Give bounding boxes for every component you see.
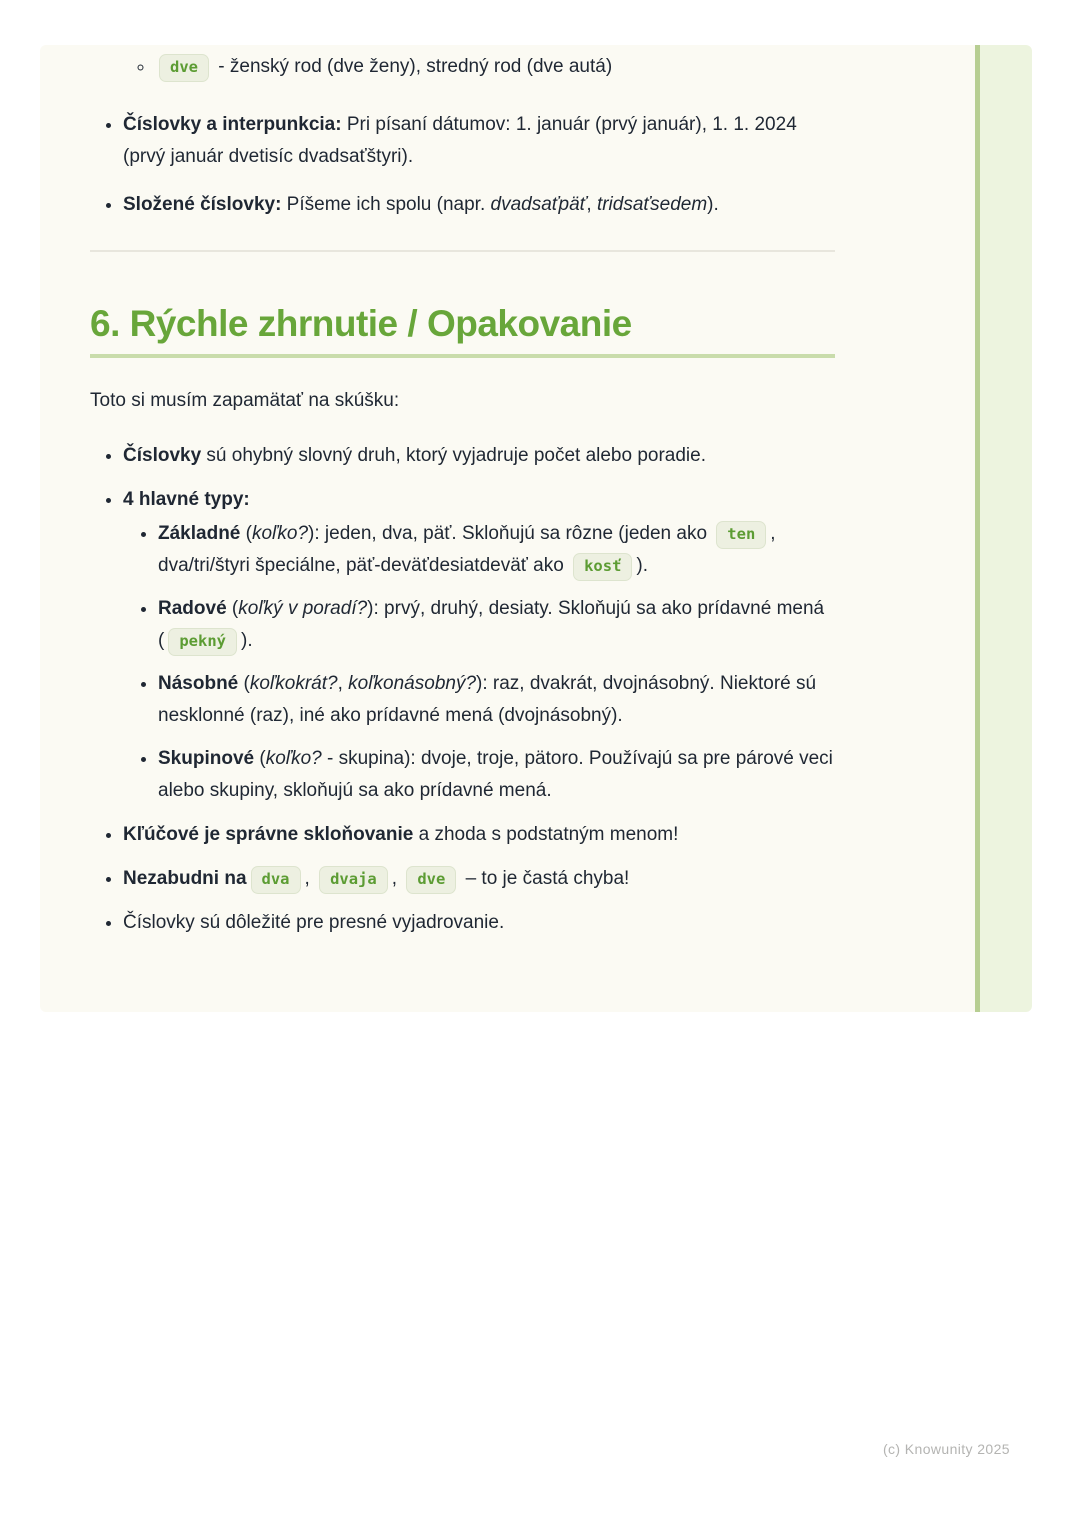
italic-term: dvadsaťpäť bbox=[490, 194, 587, 215]
list-item-text: ): raz, dvakrát, dvojnásobný. Niektoré sú nesklonné (raz), iné ako prídavné mená (dvojnásobný). bbox=[158, 673, 817, 726]
italic-term: koľký v poradí? bbox=[238, 598, 368, 619]
list-item-text: , bbox=[586, 194, 597, 215]
list-item-text: ( bbox=[254, 748, 266, 769]
card-content bbox=[40, 45, 975, 1012]
list-item-text: sú ohybný slovný druh, ktorý vyjadruje počet alebo poradie. bbox=[201, 445, 707, 466]
list-item-text: Píšeme ich spolu (napr. bbox=[281, 194, 491, 215]
list-item-bold-label: Základné bbox=[158, 523, 241, 544]
list-item-text: , bbox=[304, 868, 316, 889]
list-item-text: - skupina): dvoje, troje, pätoro. Používajú sa pre párové veci alebo skupiny, skloňujú sa ako prídavné mená. bbox=[158, 748, 833, 801]
inline-code-chip: pekný bbox=[168, 628, 237, 656]
italic-term: koľko? bbox=[265, 748, 322, 769]
list-item bbox=[123, 484, 835, 807]
list-item-bold-label: Kľúčové je správne skloňovanie bbox=[123, 824, 414, 845]
content-card bbox=[40, 45, 1032, 1012]
italic-term: koľko? bbox=[251, 523, 309, 544]
list-item-bold-label: Násobné bbox=[158, 673, 239, 694]
list-item bbox=[158, 518, 835, 582]
italic-term: koľkonásobný? bbox=[348, 673, 477, 694]
list-item bbox=[158, 668, 835, 732]
list-item-text: ). bbox=[636, 555, 649, 576]
section-divider bbox=[90, 250, 835, 252]
list-item-text: a zhoda s podstatným menom! bbox=[413, 824, 679, 845]
footer-copyright: (c) Knowunity 2025 bbox=[882, 1441, 1010, 1457]
list-item bbox=[123, 907, 835, 939]
list-item-text: ). bbox=[241, 630, 253, 651]
list-item-text: ( bbox=[226, 598, 239, 619]
sublist-item-text: - ženský rod (dve ženy), stredný rod (dve autá) bbox=[213, 56, 613, 77]
italic-term: koľkokrát? bbox=[249, 673, 338, 694]
intro-sublist-item bbox=[155, 51, 835, 83]
inline-code-chip: ten bbox=[716, 521, 766, 549]
intro-sublist bbox=[90, 51, 835, 83]
inline-code-chip: dva bbox=[251, 866, 301, 894]
list-item-bold-label: Číslovky bbox=[123, 445, 202, 466]
summary-list bbox=[90, 440, 835, 939]
list-item-text: , bbox=[337, 673, 349, 694]
inline-code-chip: dve bbox=[406, 866, 456, 894]
inline-code-chip: kosť bbox=[573, 553, 632, 581]
list-item-text: ): prvý, druhý, desiaty. Skloňujú sa ako prídavné mená ( bbox=[158, 598, 825, 651]
list-item-text: ): jeden, dva, päť. Skloňujú sa rôzne (jeden ako bbox=[308, 523, 713, 544]
list-item-bold-label: Nezabudni na bbox=[123, 868, 247, 889]
document-body bbox=[90, 51, 835, 939]
list-item-bold-label: 4 hlavné typy: bbox=[123, 489, 250, 510]
list-item-bold-label: Číslovky a interpunkcia: bbox=[123, 114, 342, 135]
list-item-bold-label: Složené číslovky: bbox=[123, 194, 282, 215]
list-item-text: ). bbox=[707, 194, 719, 215]
list-item-text: Číslovky sú dôležité pre presné vyjadrovanie. bbox=[123, 912, 505, 933]
list-item-text: – to je častá chyba! bbox=[460, 868, 630, 889]
inline-code-chip: dvaja bbox=[319, 866, 388, 894]
list-item-text: , dva/tri/štyri špeciálne, päť-deväťdesiatdeväť ako bbox=[158, 523, 776, 576]
page-edge-green-strip bbox=[975, 45, 1032, 1012]
list-item bbox=[123, 440, 835, 472]
list-item-text: , bbox=[391, 868, 403, 889]
list-item-bold-label: Radové bbox=[158, 598, 227, 619]
list-item bbox=[123, 189, 835, 221]
list-item-text: ( bbox=[238, 673, 250, 694]
list-item bbox=[123, 109, 835, 173]
section-intro-paragraph: Toto si musím zapamätať na skúšku: bbox=[90, 390, 400, 411]
list-item-text: Pri písaní dátumov: 1. január (prvý január), 1. 1. 2024 (prvý január dvetisíc dvadsaťštyri). bbox=[123, 114, 797, 167]
list-item bbox=[158, 593, 835, 657]
list-item bbox=[123, 819, 835, 851]
intro-list bbox=[90, 109, 835, 221]
italic-term: tridsaťsedem bbox=[596, 194, 708, 215]
inline-code-chip: dve bbox=[159, 54, 209, 82]
list-item bbox=[158, 743, 835, 807]
types-nested-list bbox=[123, 518, 835, 807]
list-item-bold-label: Skupinové bbox=[158, 748, 255, 769]
list-item bbox=[123, 863, 835, 895]
section-heading: 6. Rýchle zhrnutie / Opakovanie bbox=[90, 304, 835, 358]
list-item-text: ( bbox=[240, 523, 252, 544]
